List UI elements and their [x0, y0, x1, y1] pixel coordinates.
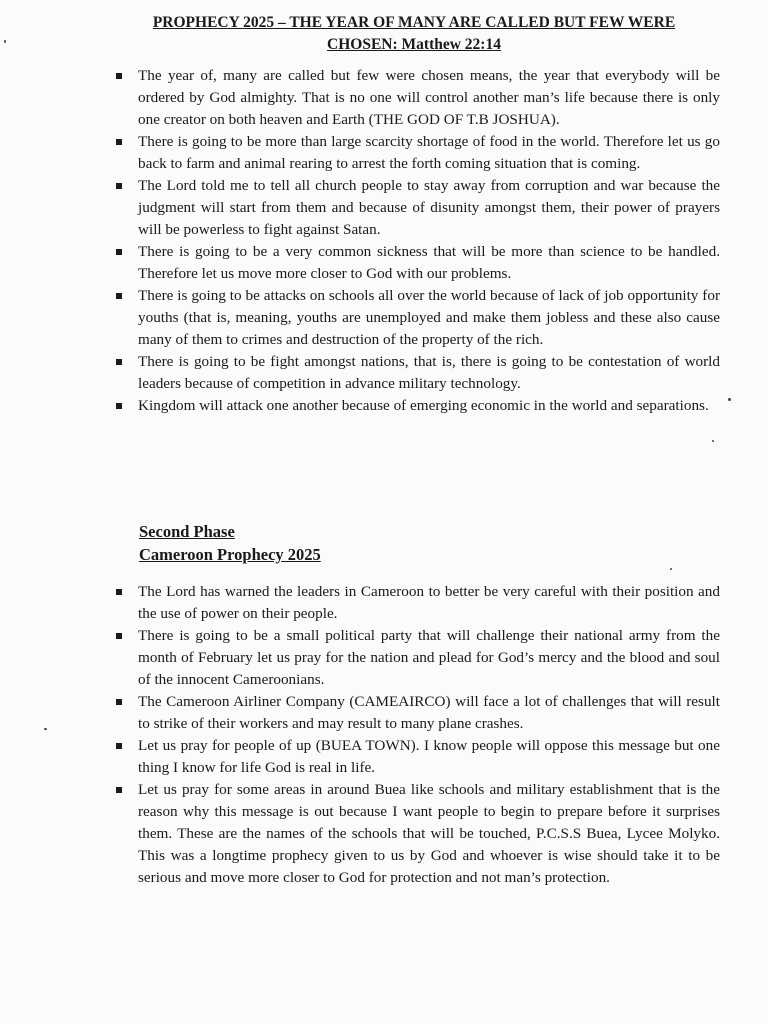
list-item: The year of, many are called but few were chosen means, the year that everybody will be ordered by God almighty. That is no one will control another man’s life because there is only one creator on both heaven and Earth (THE GOD OF T.B JOSHUA).	[0, 65, 720, 131]
list-item: There is going to be a very common sickness that will be more than science to be handled. Therefore let us move more closer to God with our problems.	[0, 241, 720, 285]
page-title	[60, 12, 768, 56]
list-item: There is going to be fight amongst nations, that is, there is going to be contestation of world leaders because of competition in advance military technology.	[0, 351, 720, 395]
list-item: There is going to be attacks on schools all over the world because of lack of job opportunity for youths (that is, meaning, youths are unemployed and make them jobless and these also cause many of them to crimes and destruction of the property of the rich.	[0, 285, 720, 351]
bullet-square-icon	[116, 403, 122, 409]
scan-speck	[4, 40, 6, 43]
scan-speck	[670, 568, 672, 570]
bullet-square-icon	[116, 293, 122, 299]
list-item: The Lord has warned the leaders in Cameroon to better be very careful with their position and the use of power on their people.	[0, 581, 720, 625]
title-line-1: PROPHECY 2025 – THE YEAR OF MANY ARE CALLED BUT FEW WERE	[152, 14, 676, 31]
section-cameroon-heading: Cameroon Prophecy 2025	[139, 545, 321, 564]
list-item: There is going to be a small political party that will challenge their national army from the month of February let us pray for the nation and plead for God’s mercy and the blood and soul of the innocent Cameroonians.	[0, 625, 720, 691]
list-item: There is going to be more than large scarcity shortage of food in the world. Therefore let us go back to farm and animal rearing to arrest the forth coming situation that is coming.	[0, 131, 720, 175]
prophecy-list-general	[0, 65, 720, 417]
scan-speck	[712, 440, 714, 442]
bullet-square-icon	[116, 249, 122, 255]
title-line-2: CHOSEN: Matthew 22:14	[327, 36, 501, 53]
bullet-square-icon	[116, 139, 122, 145]
bullet-square-icon	[116, 589, 122, 595]
bullet-square-icon	[116, 787, 122, 793]
bullet-square-icon	[116, 183, 122, 189]
list-item: Let us pray for some areas in around Buea like schools and military establishment that is the reason why this message is out because I want people to begin to prepare before it surprises them. These are the names of the schools that will be touched, P.C.S.S Buea, Lycee Molyko. This was a longtime prophecy given to us by God and whoever is wise should take it to be serious and move more closer to God for protection and not man’s protection.	[0, 779, 720, 889]
list-item: The Lord told me to tell all church people to stay away from corruption and war because the judgment will start from them and because of disunity amongst them, their power of prayers will be powerless to fight against Satan.	[0, 175, 720, 241]
bullet-square-icon	[116, 743, 122, 749]
bullet-square-icon	[116, 699, 122, 705]
section-phase-heading: Second Phase	[139, 522, 235, 541]
list-item: The Cameroon Airliner Company (CAMEAIRCO) will face a lot of challenges that will result to strike of their workers and may result to many plane crashes.	[0, 691, 720, 735]
scan-speck	[44, 728, 47, 730]
prophecy-list-cameroon	[0, 581, 720, 889]
bullet-square-icon	[116, 73, 122, 79]
scan-speck	[728, 398, 731, 401]
bullet-square-icon	[116, 359, 122, 365]
bullet-square-icon	[116, 633, 122, 639]
list-item: Kingdom will attack one another because of emerging economic in the world and separations.	[0, 395, 720, 417]
list-item: Let us pray for people of up (BUEA TOWN). I know people will oppose this message but one thing I know for life God is real in life.	[0, 735, 720, 779]
